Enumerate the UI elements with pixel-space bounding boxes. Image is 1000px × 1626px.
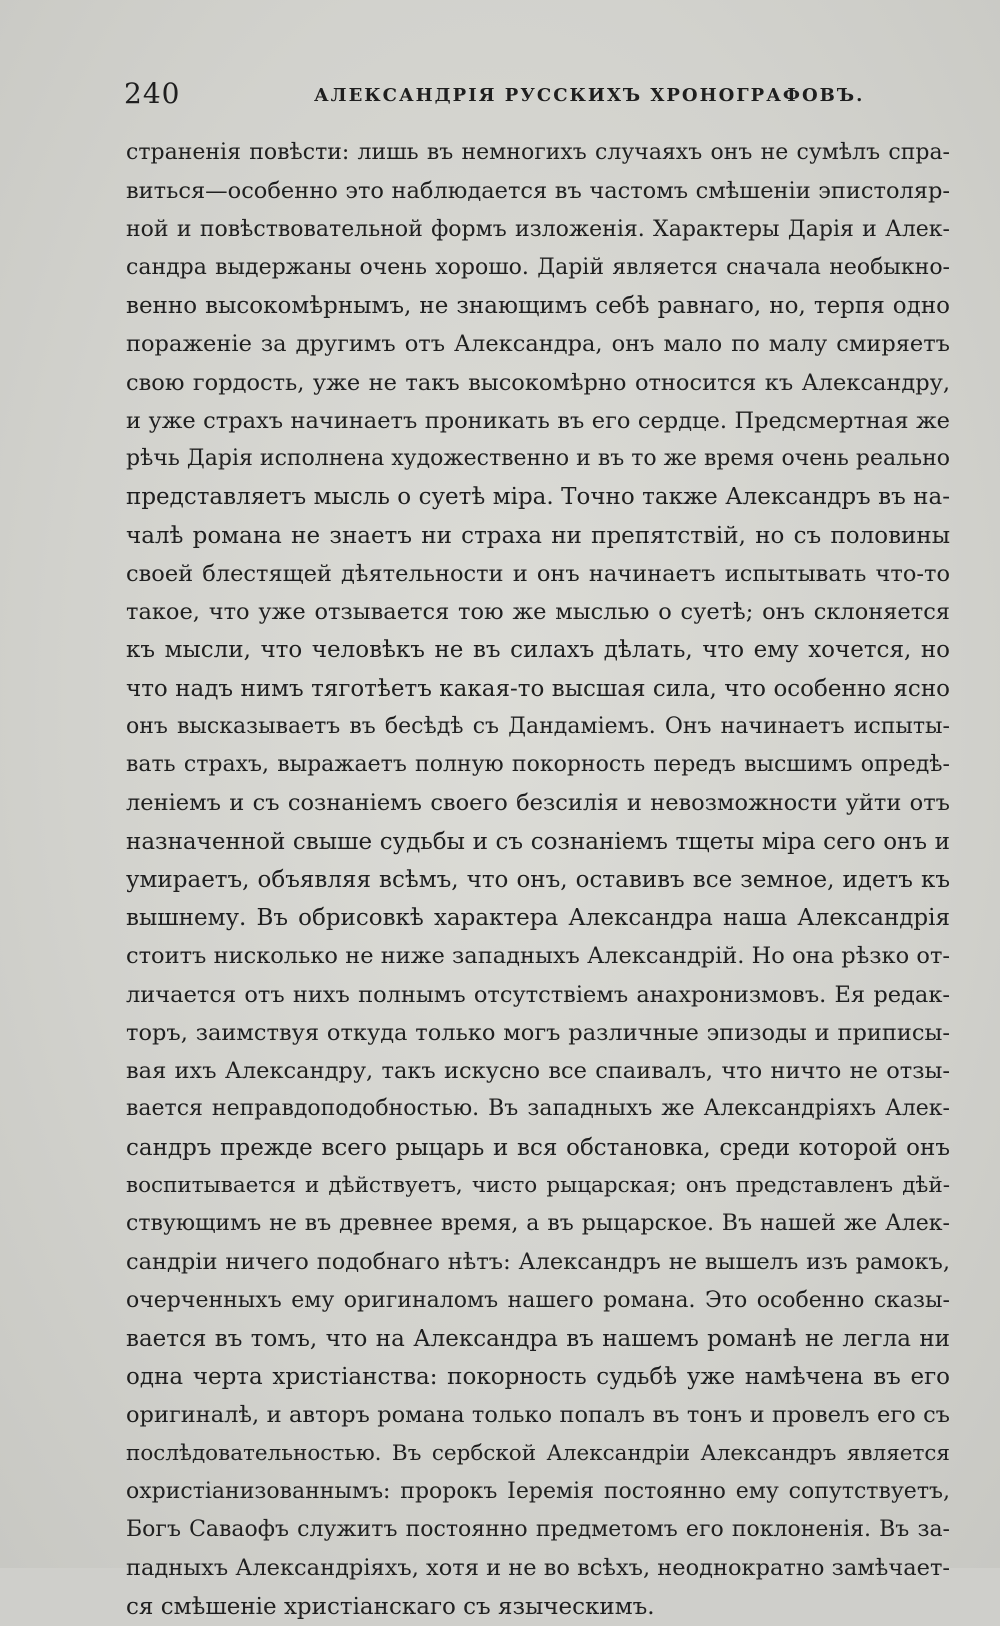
text-line: торъ, заимствуя откуда только могъ различные эпизоды и приписы- xyxy=(126,1019,950,1046)
text-line: леніемъ и съ сознаніемъ своего безсилія и невозможности уйти отъ xyxy=(126,790,950,817)
text-line: своей блестящей дѣятельности и онъ начинаетъ испытывать что-то xyxy=(126,560,950,587)
text-line: Богъ Саваофъ служитъ постоянно предметомъ его поклоненія. Въ за- xyxy=(126,1517,950,1542)
text-line: такое, что уже отзывается тою же мыслью о суетѣ; онъ склоняется xyxy=(126,599,950,625)
text-line: очерченныхъ ему оригиналомъ нашего романа. Это особенно сказы- xyxy=(126,1287,950,1313)
running-title: АЛЕКСАНДРІЯ РУССКИХЪ ХРОНОГРАФОВЪ. xyxy=(314,85,865,106)
text-line: ся смѣшеніе христіанскаго съ языческимъ. xyxy=(126,1593,655,1620)
text-line: умираетъ, объявляя всѣмъ, что онъ, оставивъ все земное, идетъ къ xyxy=(126,866,950,893)
text-line: вать страхъ, выражаетъ полную покорность передъ высшимъ опредѣ- xyxy=(126,752,950,777)
text-line: вается въ томъ, что на Александра въ нашемъ романѣ не легла ни xyxy=(126,1325,950,1352)
text-line: вая ихъ Александру, такъ искусно все спаивалъ, что ничто не отзы- xyxy=(126,1058,950,1084)
text-line: послѣдовательностью. Въ сербской Александріи Александръ является xyxy=(126,1440,950,1466)
text-line: воспитывается и дѣйствуетъ, чисто рыцарская; онъ представленъ дѣй- xyxy=(126,1172,950,1198)
text-line: одна черта христіанства: покорность судьбѣ уже намѣчена въ его xyxy=(126,1364,950,1390)
text-line: пораженіе за другимъ отъ Александра, онъ мало по малу смиряетъ xyxy=(126,331,950,358)
text-line: венно высокомѣрнымъ, не знающимъ себѣ равнаго, но, терпя одно xyxy=(126,293,950,319)
text-line: ной и повѣствовательной формъ изложенія. Характеры Дарія и Алек- xyxy=(126,216,950,242)
text-line: онъ высказываетъ въ бесѣдѣ съ Дандаміемъ. Онъ начинаетъ испыты- xyxy=(126,713,950,739)
text-line: сандръ прежде всего рыцарь и вся обстановка, среди которой онъ xyxy=(126,1134,950,1161)
text-line: вышнему. Въ обрисовкѣ характера Александра наша Александрія xyxy=(126,905,950,931)
text-line: сандра выдержаны очень хорошо. Дарій является сначала необыкно- xyxy=(126,254,950,280)
body-text xyxy=(126,134,950,1626)
text-line: къ мысли, что человѣкъ не въ силахъ дѣлать, что ему хочется, но xyxy=(126,637,950,664)
text-line: свою гордость, уже не такъ высокомѣрно относится къ Александру, xyxy=(126,369,950,396)
text-line: ствующимъ не въ древнее время, а въ рыцарское. Въ нашей же Алек- xyxy=(126,1211,950,1236)
text-line: виться—особенно это наблюдается въ частомъ смѣшеніи эпистоляр- xyxy=(126,178,950,205)
text-line: оригиналѣ, и авторъ романа только попалъ въ тонъ и провелъ его съ xyxy=(126,1402,950,1429)
text-line: и уже страхъ начинаетъ проникать въ его сердце. Предсмертная же xyxy=(126,407,950,434)
text-line: чалѣ романа не знаетъ ни страха ни препятствій, но съ половины xyxy=(126,522,950,549)
text-line: сандріи ничего подобнаго нѣтъ: Александръ не вышелъ изъ рамокъ, xyxy=(126,1249,950,1276)
page-header xyxy=(124,74,944,114)
text-line: вается неправдоподобностью. Въ западныхъ же Александріяхъ Алек- xyxy=(126,1096,950,1122)
text-line: охристіанизованнымъ: пророкъ Іеремія постоянно ему сопутствуетъ, xyxy=(126,1478,950,1504)
text-line: стоитъ нисколько не ниже западныхъ Александрій. Но она рѣзко от- xyxy=(126,943,950,970)
text-line: падныхъ Александріяхъ, хотя и не во всѣхъ, неоднократно замѣчает- xyxy=(126,1555,950,1582)
text-line: личается отъ нихъ полнымъ отсутствіемъ анахронизмовъ. Ея редак- xyxy=(126,981,950,1008)
page-number: 240 xyxy=(124,77,181,110)
text-line: рѣчь Дарія исполнена художественно и въ то же время очень реально xyxy=(126,446,950,471)
text-line: что надъ нимъ тяготѣетъ какая-то высшая сила, что особенно ясно xyxy=(126,675,950,702)
text-line: страненія повѣсти: лишь въ немногихъ случаяхъ онъ не сумѣлъ спра- xyxy=(126,140,950,165)
text-line: назначенной свыше судьбы и съ сознаніемъ тщеты міра сего онъ и xyxy=(126,828,950,855)
text-line: представляетъ мысль о суетѣ міра. Точно также Александръ въ на- xyxy=(126,484,950,511)
